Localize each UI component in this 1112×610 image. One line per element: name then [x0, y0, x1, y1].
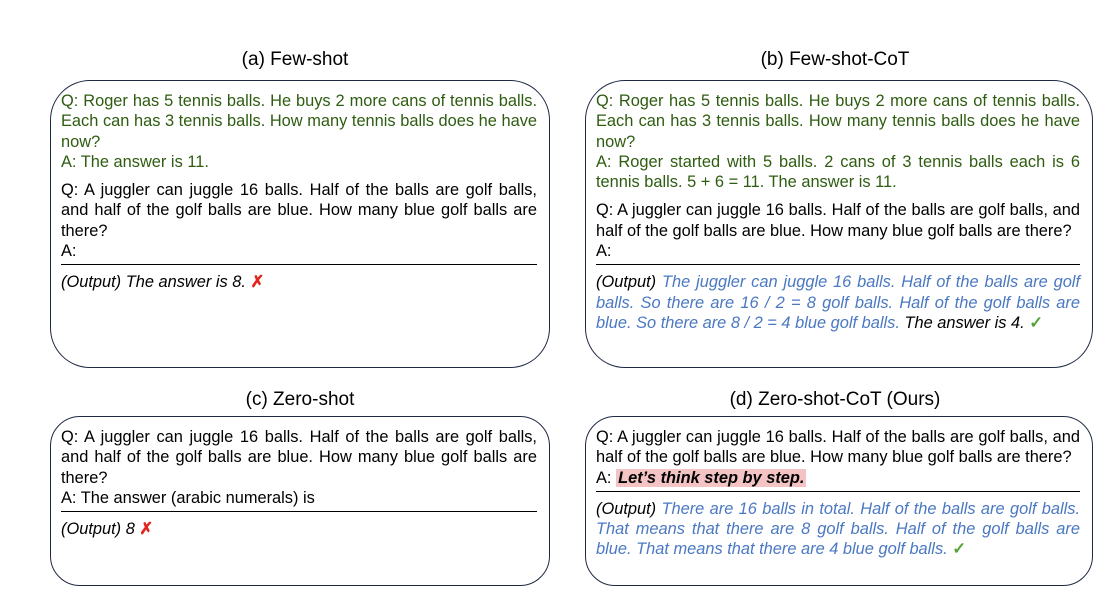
panel-a-question: Q: A juggler can juggle 16 balls. Half of the balls are golf balls, and half of the golf balls are blue. How many blue golf balls are there? — [61, 181, 537, 240]
panel-a-example-question: Q: Roger has 5 tennis balls. He buys 2 more cans of tennis balls. Each can has 3 tennis balls. How many tennis balls does he have now? — [61, 92, 537, 151]
panel-c-output — [61, 519, 537, 539]
panel-d-answer-prefix: A: — [596, 468, 612, 487]
panel-a-title: (a) Few-shot — [241, 49, 349, 70]
panel-a-example-answer: A: The answer is 11. — [61, 152, 209, 171]
panel-b-example-answer: A: Roger started with 5 balls. 2 cans of 3 tennis balls each is 6 tennis balls. 5 + 6 = 11. The answer is 11. — [596, 152, 1080, 192]
panel-a-separator — [61, 264, 537, 265]
panel-a-output-label: (Output) — [61, 273, 122, 292]
panel-b-example-question: Q: Roger has 5 tennis balls. He buys 2 more cans of tennis balls. Each can has 3 tennis balls. How many tennis balls does he have now? — [596, 92, 1080, 151]
panel-c — [50, 416, 550, 586]
panel-b-output — [596, 272, 1080, 333]
panel-c-question: Q: A juggler can juggle 16 balls. Half of the balls are golf balls, and half of the golf balls are blue. How many blue golf balls are there? — [61, 428, 537, 487]
panel-b-output-label: (Output) — [596, 273, 657, 292]
panel-b — [585, 80, 1093, 368]
cross-icon: ✗ — [250, 273, 265, 292]
panel-b-question: Q: A juggler can juggle 16 balls. Half of the balls are golf balls, and half of the golf balls are blue. How many blue golf balls are there? — [596, 201, 1080, 240]
panel-a-output — [61, 272, 537, 292]
panel-a — [50, 80, 550, 368]
panel-c-output-text: 8 — [125, 520, 135, 539]
panel-b-separator — [596, 264, 1080, 265]
panel-d-answer-line — [596, 468, 1080, 488]
panel-c-answer-prefix: A: The answer (arabic numerals) is — [61, 488, 315, 507]
panel-c-output-label: (Output) — [61, 520, 122, 539]
panel-d-output-label: (Output) — [596, 499, 657, 518]
panel-a-answer-prefix: A: — [61, 242, 77, 261]
check-icon: ✓ — [952, 540, 966, 559]
panel-d-separator — [596, 491, 1080, 492]
panel-b-title: (b) Few-shot-CoT — [760, 49, 910, 70]
panel-d-title: (d) Zero-shot-CoT (Ours) — [729, 389, 941, 410]
panel-c-title: (c) Zero-shot — [245, 389, 355, 410]
panel-a-output-text: The answer is 8. — [125, 273, 246, 292]
panel-d-output — [596, 499, 1080, 560]
panel-b-output-answer: The answer is 4. — [904, 313, 1025, 332]
panel-b-output-reasoning: The juggler can juggle 16 balls. Half of the balls are golf balls. So there are 16 / 2 = 8 golf balls. Half of the golf balls are blue. So there are 8 / 2 = 4 blue golf balls. — [596, 273, 1081, 332]
panel-d — [585, 416, 1093, 586]
panel-d-output-reasoning: There are 16 balls in total. Half of the balls are golf balls. That means that there are 8 golf balls. Half of the golf balls are blue. That means that there are 4 blue golf balls. — [596, 499, 1080, 559]
panel-c-separator — [61, 511, 537, 512]
panel-b-answer-prefix: A: — [596, 242, 612, 261]
panel-d-question: Q: A juggler can juggle 16 balls. Half of the balls are golf balls, and half of the golf balls are blue. How many blue golf balls are there? — [596, 428, 1080, 467]
check-icon: ✓ — [1029, 313, 1043, 332]
panel-d-trigger-highlight: Let’s think step by step. — [618, 468, 805, 487]
cross-icon: ✗ — [139, 520, 154, 539]
